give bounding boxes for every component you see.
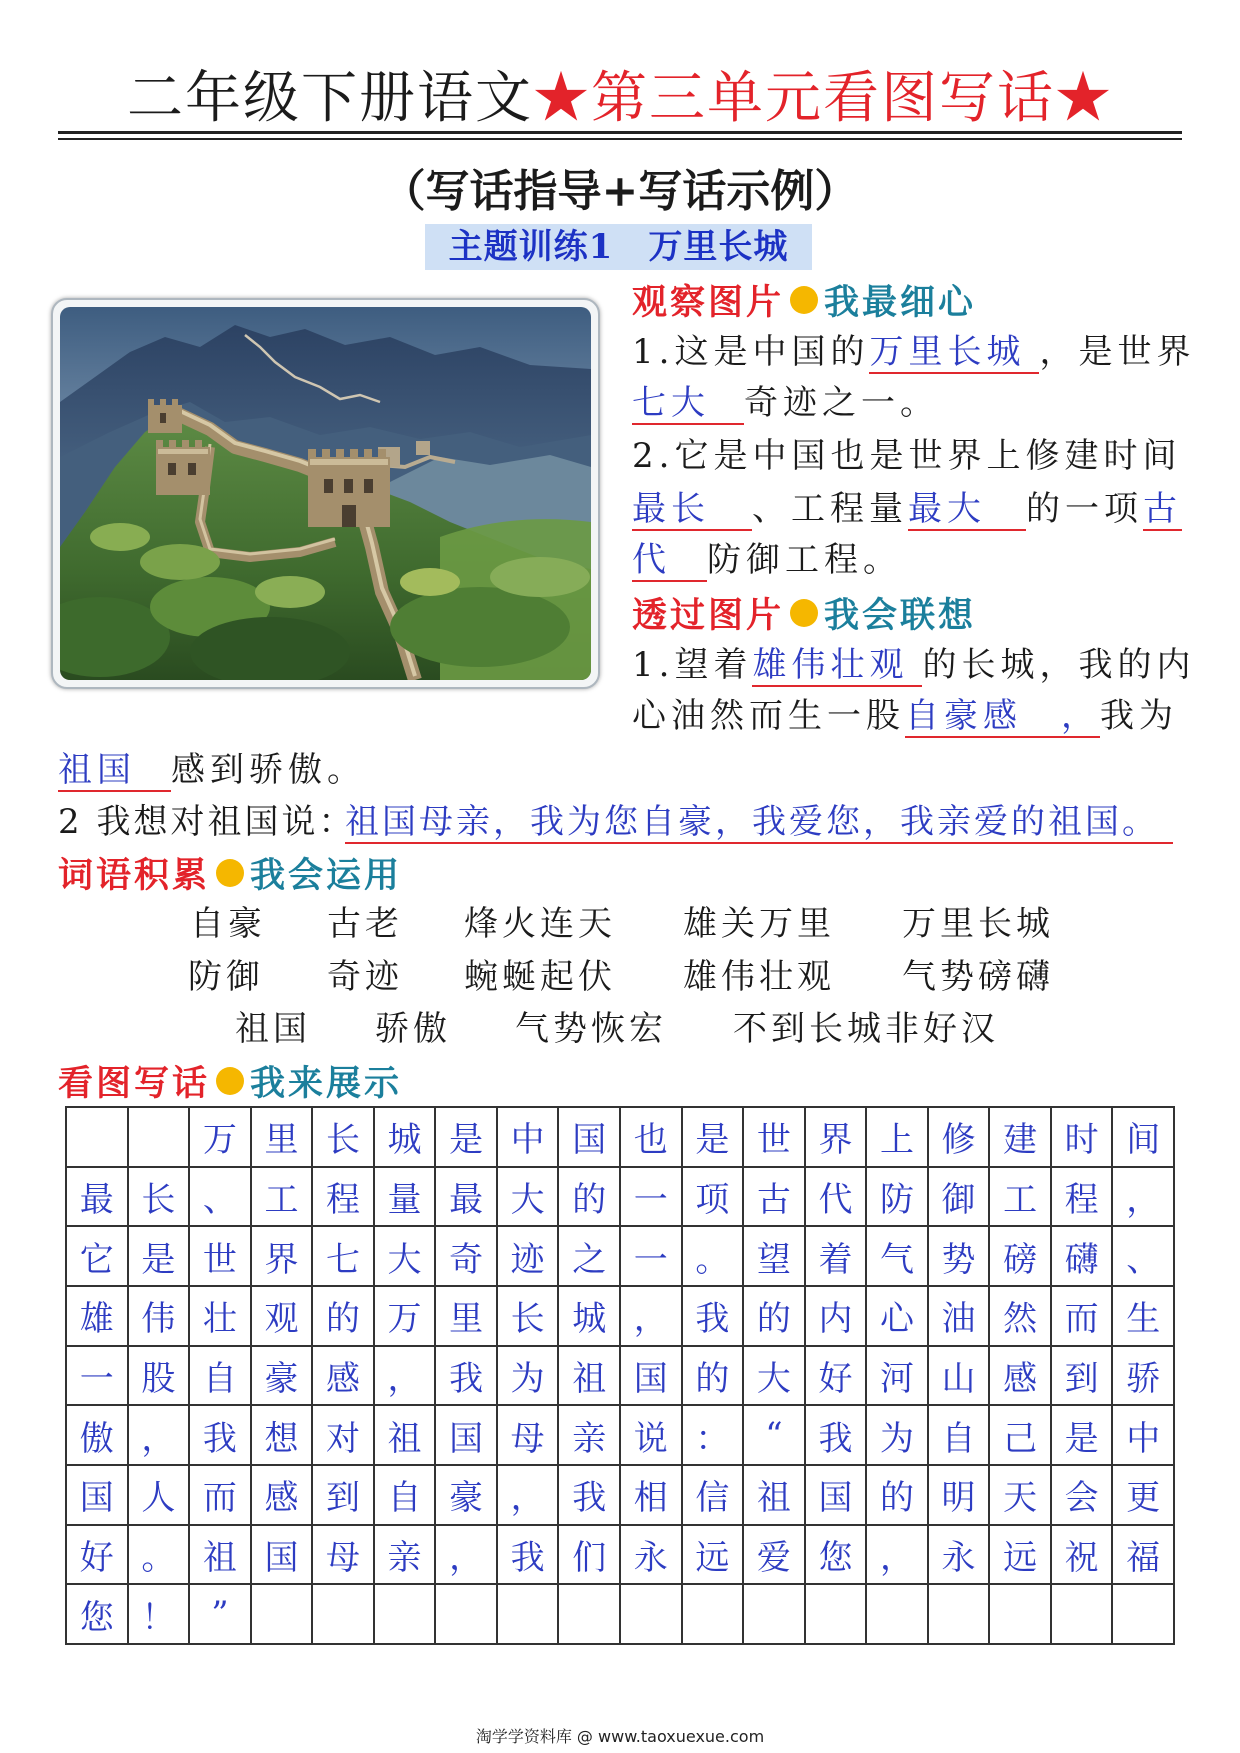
grid-cell: “	[744, 1406, 806, 1466]
grid-cell: 福	[1113, 1526, 1175, 1586]
answer-blank: 雄伟壮观	[752, 643, 922, 687]
line-text: 心油然而生一股	[632, 696, 905, 736]
page-title	[0, 68, 1240, 130]
grid-cell: 古	[744, 1168, 806, 1228]
answer-blank: 祖国母亲，我为您自豪，我爱您，我亲爱的祖国。	[345, 800, 1173, 844]
grid-cell: 母	[498, 1406, 560, 1466]
grid-cell: 您	[67, 1585, 129, 1645]
grid-cell: 好	[806, 1347, 868, 1407]
grid-cell: 程	[313, 1168, 375, 1228]
grid-cell: 上	[867, 1108, 929, 1168]
grid-cell: 建	[990, 1108, 1052, 1168]
grid-cell: 工	[990, 1168, 1052, 1228]
observe-heading	[632, 276, 976, 324]
imagine-line-3	[58, 744, 366, 796]
grid-cell: 我	[683, 1287, 745, 1347]
grid-cell: 祝	[1052, 1526, 1114, 1586]
grid-cell: ：	[683, 1406, 745, 1466]
grid-cell: 间	[1113, 1108, 1175, 1168]
grid-cell: 界	[806, 1108, 868, 1168]
grid-cell: 自	[929, 1406, 991, 1466]
grid-cell: 永	[929, 1526, 991, 1586]
grid-cell: 大	[744, 1347, 806, 1407]
observe-line-5	[632, 534, 902, 586]
imagine-line-4	[58, 796, 1173, 848]
grid-cell: 伟	[129, 1287, 191, 1347]
grid-cell: 明	[929, 1466, 991, 1526]
grid-cell: ，	[436, 1526, 498, 1586]
vocab-word: 气势磅礴	[902, 957, 1054, 997]
grid-cell: 万	[375, 1287, 437, 1347]
grid-cell: 爱	[744, 1526, 806, 1586]
grid-cell	[436, 1585, 498, 1645]
grid-cell: 而	[1052, 1287, 1114, 1347]
grid-cell: 里	[436, 1287, 498, 1347]
vocab-word: 烽火连天	[464, 904, 616, 944]
grid-cell: 长	[498, 1287, 560, 1347]
writing-heading-tagline: 我来展示	[250, 1063, 403, 1104]
imagine-line-1	[632, 639, 1195, 691]
line-text: 我为	[1100, 696, 1178, 736]
grid-cell: ，	[867, 1526, 929, 1586]
grid-cell: 国	[67, 1466, 129, 1526]
grid-cell: 感	[990, 1347, 1052, 1407]
orange-dot-icon	[216, 859, 244, 887]
writing-heading	[58, 1057, 402, 1105]
answer-blank: 最长	[632, 487, 752, 531]
orange-dot-icon	[216, 1067, 244, 1095]
line-text: 防御工程。	[707, 540, 902, 580]
grid-cell	[559, 1585, 621, 1645]
observe-heading-label: 观察图片	[632, 282, 785, 323]
grid-cell: 想	[252, 1406, 314, 1466]
grid-cell: 迹	[498, 1227, 560, 1287]
grid-cell: 一	[621, 1227, 683, 1287]
grid-cell	[129, 1108, 191, 1168]
grid-cell: 量	[375, 1168, 437, 1228]
grid-cell: 我	[498, 1526, 560, 1586]
grid-cell: 望	[744, 1227, 806, 1287]
grid-cell: 信	[683, 1466, 745, 1526]
vocab-word: 蜿蜒起伏	[464, 957, 616, 997]
footer-watermark: 淘学学资料库 @ www.taoxuexue.com	[475, 1727, 765, 1746]
answer-blank: 最大	[908, 487, 1026, 531]
grid-cell: 豪	[436, 1466, 498, 1526]
page-subtitle: （写话指导+写话示例）	[381, 166, 859, 217]
line-text: 的长城，我的内	[922, 645, 1196, 685]
answer-blank: 祖国	[58, 748, 171, 792]
line-text: 1.这是中国的	[632, 332, 870, 372]
grid-cell: 永	[621, 1526, 683, 1586]
grid-cell: 对	[313, 1406, 375, 1466]
imagine-heading	[632, 589, 976, 637]
grid-cell: 世	[190, 1227, 252, 1287]
grid-cell: 修	[929, 1108, 991, 1168]
vocab-word: 雄关万里	[683, 904, 835, 944]
line-text: 、工程量	[752, 489, 908, 529]
grid-cell: 、	[190, 1168, 252, 1228]
grid-cell: ！	[129, 1585, 191, 1645]
vocab-word: 骄傲	[375, 1009, 451, 1049]
grid-cell: 天	[990, 1466, 1052, 1526]
grid-cell: 母	[313, 1526, 375, 1586]
grid-cell: 的	[559, 1168, 621, 1228]
grid-cell: 感	[313, 1347, 375, 1407]
grid-cell: 国	[806, 1466, 868, 1526]
vocab-word: 自豪	[190, 904, 266, 944]
grid-cell: 长	[129, 1168, 191, 1228]
grid-cell: 防	[867, 1168, 929, 1228]
grid-cell: 七	[313, 1227, 375, 1287]
grid-cell: 己	[990, 1406, 1052, 1466]
grid-cell: 更	[1113, 1466, 1175, 1526]
grid-cell: 好	[67, 1526, 129, 1586]
answer-blank: 自豪感 ，	[905, 696, 1100, 736]
grid-cell: 我	[190, 1406, 252, 1466]
grid-cell: 国	[621, 1347, 683, 1407]
grid-cell	[252, 1585, 314, 1645]
grid-cell: 国	[436, 1406, 498, 1466]
line-text: 2.它是中国也是世界上修建时间	[632, 436, 1182, 476]
observe-line-1	[632, 326, 1195, 378]
grid-cell: 山	[929, 1347, 991, 1407]
grid-cell: 亲	[559, 1406, 621, 1466]
grid-cell: 您	[806, 1526, 868, 1586]
grid-cell: ，	[498, 1466, 560, 1526]
grid-cell: 会	[1052, 1466, 1114, 1526]
grid-cell: 感	[252, 1466, 314, 1526]
vocab-heading-label: 词语积累	[58, 855, 211, 896]
grid-cell: 祖	[559, 1347, 621, 1407]
grid-cell: 为	[498, 1347, 560, 1407]
orange-dot-icon	[790, 599, 818, 627]
grid-cell	[990, 1585, 1052, 1645]
observe-heading-tagline: 我最细心	[824, 282, 977, 323]
answer-blank: 古	[1143, 489, 1182, 529]
great-wall-illustration	[60, 307, 591, 680]
orange-dot-icon	[790, 286, 818, 314]
grid-cell: 心	[867, 1287, 929, 1347]
great-wall-photo	[60, 307, 591, 680]
grid-cell: 势	[929, 1227, 991, 1287]
grid-cell: 祖	[190, 1526, 252, 1586]
grid-cell: 国	[559, 1108, 621, 1168]
title-double-rule	[58, 131, 1182, 140]
grid-cell: 们	[559, 1526, 621, 1586]
grid-cell: 河	[867, 1347, 929, 1407]
grid-cell: 一	[621, 1168, 683, 1228]
imagine-line-2	[632, 690, 1178, 742]
grid-cell: 壮	[190, 1287, 252, 1347]
vocab-word: 万里长城	[902, 904, 1054, 944]
grid-cell: 我	[806, 1406, 868, 1466]
grid-cell: ，	[621, 1287, 683, 1347]
grid-cell: 御	[929, 1168, 991, 1228]
grid-cell: 世	[744, 1108, 806, 1168]
grid-cell: 说	[621, 1406, 683, 1466]
grid-cell: 到	[1052, 1347, 1114, 1407]
grid-cell: 它	[67, 1227, 129, 1287]
grid-cell	[1113, 1585, 1175, 1645]
title-unit: ★第三单元看图写话★	[533, 66, 1113, 131]
grid-cell: 的	[744, 1287, 806, 1347]
answer-blank: 万里长城	[869, 330, 1039, 374]
grid-cell: ，	[129, 1406, 191, 1466]
vocab-word: 雄伟壮观	[683, 957, 835, 997]
topic-label: 主题训练1 万里长城	[425, 224, 812, 270]
grid-cell: 远	[683, 1526, 745, 1586]
grid-cell: 的	[683, 1347, 745, 1407]
grid-cell: ”	[190, 1585, 252, 1645]
grid-cell: 最	[67, 1168, 129, 1228]
grid-cell: 之	[559, 1227, 621, 1287]
great-wall-photo-frame	[51, 298, 600, 689]
grid-cell: 最	[436, 1168, 498, 1228]
grid-cell: 雄	[67, 1287, 129, 1347]
imagine-heading-tagline: 我会联想	[824, 595, 977, 636]
line-text: ，是世界	[1039, 332, 1196, 372]
line-text: 的一项	[1026, 489, 1143, 529]
grid-cell: 人	[129, 1466, 191, 1526]
vocab-word: 祖国	[235, 1009, 311, 1049]
line-text: 1.望着	[632, 645, 753, 685]
grid-cell: 生	[1113, 1287, 1175, 1347]
vocab-word: 不到长城非好汉	[733, 1009, 999, 1049]
writing-heading-label: 看图写话	[58, 1063, 211, 1104]
grid-cell	[313, 1585, 375, 1645]
grid-cell: 豪	[252, 1347, 314, 1407]
grid-cell: 自	[375, 1466, 437, 1526]
grid-cell: 祖	[375, 1406, 437, 1466]
grid-cell: 骄	[1113, 1347, 1175, 1407]
grid-cell: 城	[559, 1287, 621, 1347]
vocab-word: 气势恢宏	[515, 1009, 667, 1049]
grid-cell	[683, 1585, 745, 1645]
grid-cell: 是	[436, 1108, 498, 1168]
vocab-word: 奇迹	[327, 957, 403, 997]
grid-cell: 是	[683, 1108, 745, 1168]
imagine-heading-label: 透过图片	[632, 595, 785, 636]
grid-cell: 一	[67, 1347, 129, 1407]
grid-cell: 相	[621, 1466, 683, 1526]
grid-cell: 。	[129, 1526, 191, 1586]
vocab-word: 古老	[327, 904, 403, 944]
grid-cell: 里	[252, 1108, 314, 1168]
grid-cell: 项	[683, 1168, 745, 1228]
grid-cell	[1052, 1585, 1114, 1645]
grid-cell: 界	[252, 1227, 314, 1287]
grid-cell: 中	[1113, 1406, 1175, 1466]
observe-line-3	[632, 430, 1181, 482]
grid-cell: 磅	[990, 1227, 1052, 1287]
grid-cell	[867, 1585, 929, 1645]
grid-cell: 着	[806, 1227, 868, 1287]
grid-cell: 程	[1052, 1168, 1114, 1228]
grid-cell: 气	[867, 1227, 929, 1287]
grid-cell: 是	[129, 1227, 191, 1287]
writing-grid	[65, 1106, 1175, 1645]
grid-cell	[498, 1585, 560, 1645]
vocab-heading	[58, 849, 402, 897]
observe-line-2	[632, 377, 939, 429]
line-text: 奇迹之一。	[744, 383, 939, 423]
grid-cell: 自	[190, 1347, 252, 1407]
grid-cell: 远	[990, 1526, 1052, 1586]
grid-cell: 祖	[744, 1466, 806, 1526]
grid-cell: 工	[252, 1168, 314, 1228]
line-text: 感到骄傲。	[171, 750, 366, 790]
grid-cell: 到	[313, 1466, 375, 1526]
grid-cell: 然	[990, 1287, 1052, 1347]
grid-cell: 我	[559, 1466, 621, 1526]
vocab-word: 防御	[188, 957, 264, 997]
grid-cell: 的	[313, 1287, 375, 1347]
title-grade: 二年级下册语文	[127, 66, 533, 131]
grid-cell: 代	[806, 1168, 868, 1228]
grid-cell	[929, 1585, 991, 1645]
grid-cell: 礴	[1052, 1227, 1114, 1287]
answer-blank: 七大	[632, 381, 744, 425]
grid-cell	[806, 1585, 868, 1645]
grid-cell: 。	[683, 1227, 745, 1287]
grid-cell: 观	[252, 1287, 314, 1347]
grid-cell: 而	[190, 1466, 252, 1526]
grid-cell	[375, 1585, 437, 1645]
vocab-heading-tagline: 我会运用	[250, 855, 403, 896]
grid-cell: 长	[313, 1108, 375, 1168]
grid-cell: 是	[1052, 1406, 1114, 1466]
grid-cell: ，	[375, 1347, 437, 1407]
grid-cell	[621, 1585, 683, 1645]
observe-line-4	[632, 483, 1182, 535]
grid-cell: 奇	[436, 1227, 498, 1287]
line-text: 2 我想对祖国说：	[58, 802, 356, 842]
grid-cell: 我	[436, 1347, 498, 1407]
grid-cell: 傲	[67, 1406, 129, 1466]
grid-cell: 中	[498, 1108, 560, 1168]
grid-cell: 时	[1052, 1108, 1114, 1168]
grid-cell: 大	[498, 1168, 560, 1228]
grid-cell: 内	[806, 1287, 868, 1347]
grid-cell: 、	[1113, 1227, 1175, 1287]
grid-cell: 为	[867, 1406, 929, 1466]
answer-blank: 代	[632, 538, 707, 582]
grid-cell: 万	[190, 1108, 252, 1168]
grid-cell: 股	[129, 1347, 191, 1407]
grid-cell: 大	[375, 1227, 437, 1287]
grid-cell	[744, 1585, 806, 1645]
grid-cell: 也	[621, 1108, 683, 1168]
grid-cell: 城	[375, 1108, 437, 1168]
grid-cell	[67, 1108, 129, 1168]
grid-cell: 的	[867, 1466, 929, 1526]
grid-cell: 亲	[375, 1526, 437, 1586]
grid-cell: 油	[929, 1287, 991, 1347]
grid-cell: ，	[1113, 1168, 1175, 1228]
grid-cell: 国	[252, 1526, 314, 1586]
